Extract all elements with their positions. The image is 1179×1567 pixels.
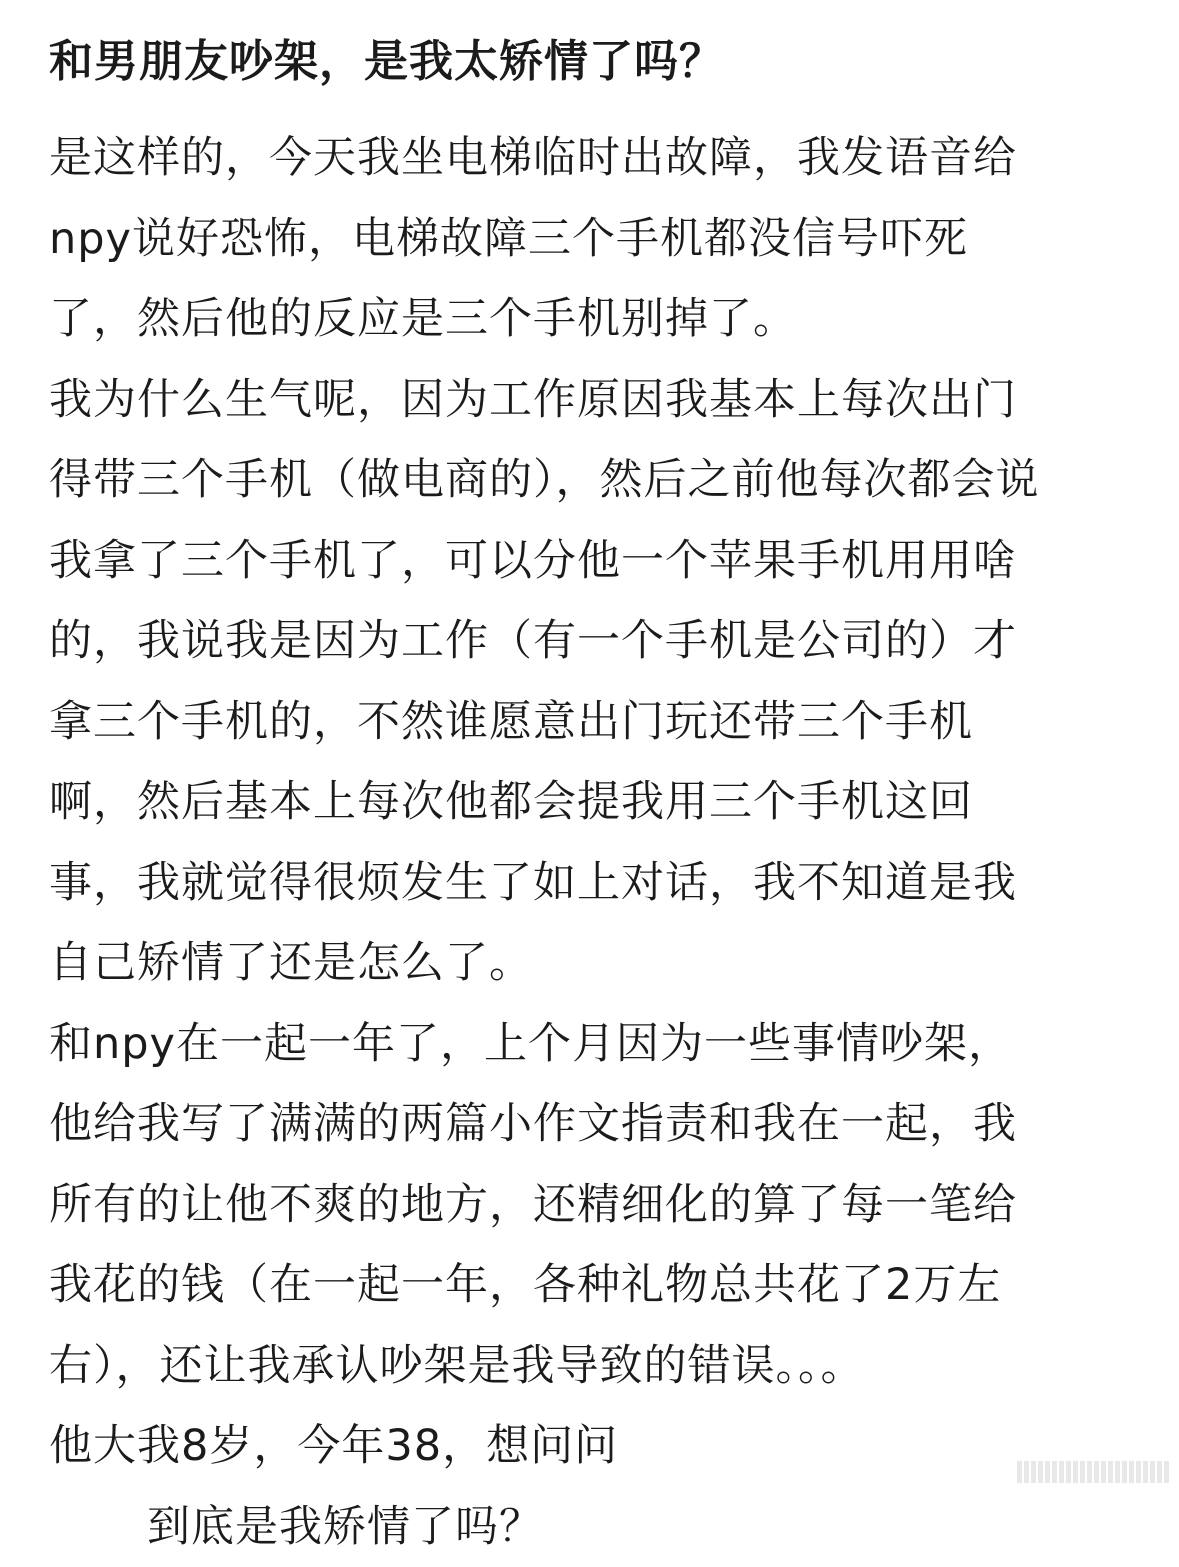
body-line: 我花的钱（在一起一年，各种礼物总共花了2万左 <box>49 1245 1139 1326</box>
body-line: 啊，然后基本上每次他都会提我用三个手机这回 <box>49 762 1139 843</box>
post <box>49 0 1139 1567</box>
body-line: 了，然后他的反应是三个手机别掉了。 <box>49 279 1139 360</box>
body-line: 到底是我矫情了吗？ <box>49 1487 1139 1567</box>
body-line: 拿三个手机的，不然谁愿意出门玩还带三个手机 <box>49 682 1139 763</box>
body-line: 他给我写了满满的两篇小作文指责和我在一起，我 <box>49 1084 1139 1165</box>
body-line: 的，我说我是因为工作（有一个手机是公司的）才 <box>49 601 1139 682</box>
body-line: 得带三个手机（做电商的），然后之前他每次都会说 <box>49 440 1139 521</box>
body-line: 他大我8岁，今年38，想问问 <box>49 1406 1139 1487</box>
body-line: 我为什么生气呢，因为工作原因我基本上每次出门 <box>49 360 1139 441</box>
body-line: npy说好恐怖，电梯故障三个手机都没信号吓死 <box>49 199 1139 280</box>
post-body <box>49 118 1139 1567</box>
body-line: 我拿了三个手机了，可以分他一个苹果手机用用啥 <box>49 521 1139 602</box>
post-title: 和男朋友吵架，是我太矫情了吗？ <box>49 0 1139 110</box>
body-line: 是这样的，今天我坐电梯临时出故障，我发语音给 <box>49 118 1139 199</box>
body-line: 和npy在一起一年了，上个月因为一些事情吵架， <box>49 1004 1139 1085</box>
body-line: 所有的让他不爽的地方，还精细化的算了每一笔给 <box>49 1165 1139 1246</box>
body-line: 右），还让我承认吵架是我导致的错误。。。 <box>49 1326 1139 1407</box>
body-line: 自己矫情了还是怎么了。 <box>49 923 1139 1004</box>
watermark-icon <box>1015 1461 1169 1483</box>
body-line: 事，我就觉得很烦发生了如上对话，我不知道是我 <box>49 843 1139 924</box>
